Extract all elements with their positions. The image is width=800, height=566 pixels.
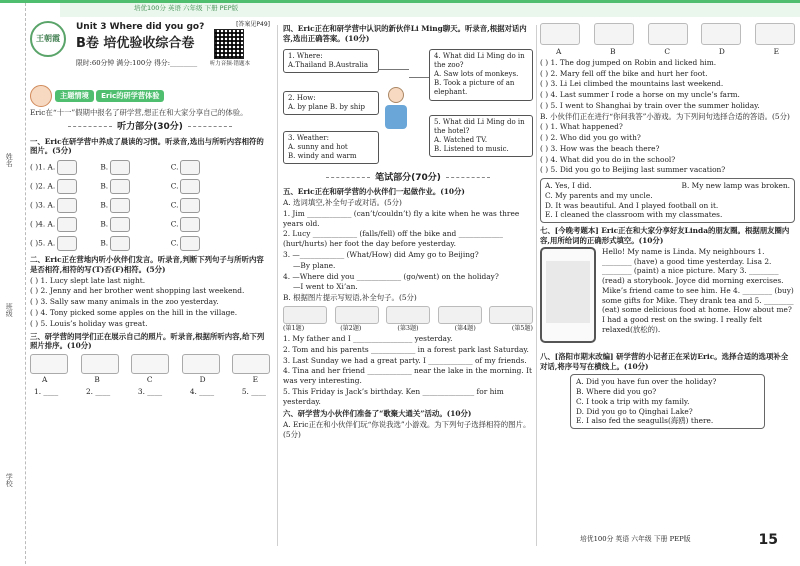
q6a-item: ( ) 5. I went to Shanghai by train over the summer holiday. [540, 100, 760, 110]
q8-choices: A. Did you have fun over the holiday? B. Where did you go? C. I took a trip with my family. D. Did you go to Qinghai Lake? E. I also fed the seagulls(海鸥) there. [570, 374, 765, 429]
exam-meta: 限时:60分钟 满分:100分 得分:________ [76, 59, 198, 67]
q6a-pictures [540, 23, 795, 45]
option-picture [180, 217, 200, 232]
qr-code-icon[interactable] [214, 29, 244, 59]
q5b-item: 2. Tom and his parents ____________ in a forest park last Saturday. [283, 344, 529, 354]
q2-item: ( ) 2. Jenny and her brother went shopping last weekend. [30, 286, 245, 296]
page-number: 15 [758, 532, 778, 548]
q5b-instruction: B. 根据图片提示写短语,补全句子。(5分) [283, 293, 417, 303]
column-divider [536, 25, 537, 546]
theme-tag-prefix: 主题情境 [55, 90, 94, 102]
q5a-item: 1. Jim ____________ (can’t/couldn’t) fly a kite when he was three years old. [283, 208, 520, 228]
q1-rows [30, 160, 270, 251]
answer-blank[interactable]: 1. ____ [34, 386, 59, 396]
q6a-item: ( ) 1. The dog jumped on Robin and licked him. [540, 57, 717, 67]
scene-picture [489, 306, 533, 324]
written-title: 笔试部分(70分) [283, 173, 533, 185]
q6-instruction: 六、研学营为小伙伴们准备了“歌聚大通关”活动。(10分) [283, 409, 472, 419]
q3-photos [30, 354, 270, 374]
picture-c [648, 23, 688, 45]
option-picture [180, 198, 200, 213]
top-strip [60, 3, 800, 17]
picture-d [701, 23, 741, 45]
option-picture [110, 179, 130, 194]
q1-row: ( )4. A. B. C. [30, 217, 270, 232]
q5b-pictures [283, 306, 533, 324]
q5b-item: 5. This Friday is Jack’s birthday. Ken ______________ for him yesterday. [283, 386, 504, 406]
q7-instruction: 七、[今晚考题本] Eric正在和大家分享好友Linda的朋友圈。根据朋友圈内容,用所给词的正确形式填空。(10分) [540, 226, 790, 246]
picture-e [755, 23, 795, 45]
theme-banner [30, 85, 270, 107]
option-picture [57, 179, 77, 194]
option-picture [57, 236, 77, 251]
q5b-captions: (第1题) (第2题) (第3题) (第4题) (第5题) [283, 324, 533, 332]
q1-instruction: 一、Eric在研学营中养成了晨读的习惯。听录音,选出与所听内容相符的图片。(5分) [30, 136, 264, 156]
q6b-choices: A. Yes, I did. B. My new lamp was broken. C. My parents and my uncle. D. It was beautiful. And I played football on it. E. I cleaned the classroom with my classmates. [540, 178, 795, 223]
photo-b [81, 354, 119, 374]
q5-instruction: 五、Eric正在和研学营的小伙伴们一起做作业。(10分) [283, 187, 465, 197]
column-divider [277, 25, 278, 546]
option-picture [57, 198, 77, 213]
li-ming-boy-icon [383, 87, 409, 133]
q6a-item: ( ) 3. Li Lei climbed the mountains last weekend. [540, 79, 724, 89]
q2-item: ( ) 1. Lucy slept late last night. [30, 275, 146, 285]
q6a-item: ( ) 4. Last summer I rode a horse on my uncle’s farm. [540, 90, 740, 100]
left-column [30, 21, 270, 397]
theme-tag: Eric的研学营体验 [96, 90, 164, 102]
q5b-item: 1. My father and I ________________ yesterday. [283, 334, 453, 344]
strip-text: 培优100分 英语 六年级 下册 PEP版 [134, 4, 239, 12]
q4-box-3: 3. Weather: A. sunny and hot B. windy and warm [283, 131, 379, 165]
q2-instruction: 二、Eric正在营地内听小伙伴们发言。听录音,判断下列句子与所听内容是否相符,相符的写(T)否(F)相符。(5分) [30, 255, 264, 274]
q6b-item: ( ) 2. Who did you go with? [540, 133, 641, 143]
q6b-item: ( ) 4. What did you do in the school? [540, 154, 676, 164]
class-label: 班级 [5, 303, 14, 317]
q6b-item: ( ) 5. Did you go to Beijing last summer vacation? [540, 165, 726, 175]
picture-a [540, 23, 580, 45]
q5b-item: 4. Tina and her friend ____________ near the lake in the morning. It was very interesting. [283, 366, 532, 386]
scene-picture [283, 306, 327, 324]
q2-item: ( ) 5. Louis’s holiday was great. [30, 318, 148, 328]
listening-title: 听力部分(30分) [30, 122, 270, 134]
photo-d [182, 354, 220, 374]
qr-caption: 听力音频·错题本 [209, 61, 250, 67]
q7-moments [540, 247, 795, 349]
q7-passage: Hello! My name is Linda. My neighbours 1. ________ (have) a good time yesterday. Lisa 2. ________ (paint) a nice picture. Mary 3. ________ (read) a storybook. Joyce did morning exercises. Mike’s friend came to see him. He 4. ________ (buy) some gifts for Mike. They drank tea and 5. ________ (eat) some delicious food at home. How about me? I had a good rest on the swing. I really felt relaxed(放松的). [602, 246, 794, 334]
option-picture [110, 217, 130, 232]
option-picture [180, 179, 200, 194]
q5a-item: —I went to Xi’an. [293, 282, 358, 292]
photo-e [232, 354, 270, 374]
q1-row: ( )1. A. B. C. [30, 160, 270, 175]
q5a-instruction: A. 选词填空,补全句子或对话。(5分) [283, 198, 402, 208]
name-label: 姓名 [5, 153, 14, 167]
option-picture [110, 236, 130, 251]
q4-box-2: 2. How: A. by plane B. by ship [283, 91, 379, 115]
q4-chat-map [283, 47, 533, 171]
q5a-item: —By plane. [293, 260, 336, 270]
q3-answer-blanks [30, 387, 270, 397]
picture-b [594, 23, 634, 45]
answer-key-ref: [答案见P49] [236, 21, 270, 28]
option-picture [110, 160, 130, 175]
q6a-letters: A B C D E [556, 47, 779, 56]
q4-box-1: 1. Where: A.Thailand B.Australia [283, 49, 379, 73]
girl-avatar-icon [30, 85, 52, 107]
q5a-item: 4. —Where did you ____________ (go/went) on the holiday? [283, 271, 499, 281]
option-picture [180, 236, 200, 251]
q5a-item: 2. Lucy ____________ (falls/fell) off the bike and ____________ (hurt/hurts) her foot the day before yesterday. [283, 229, 503, 249]
q3-instruction: 三、研学营的同学们正在展示自己的照片。听录音,根据所听内容,给下列照片排序。(10分) [30, 331, 265, 351]
q1-row: ( )2. A. B. C. [30, 179, 270, 194]
unit-title: Unit 3 Where did you go? [76, 22, 205, 32]
header [30, 21, 270, 83]
binding-margin [0, 3, 26, 566]
q4-instruction: 四、Eric正在和研学营中认识的新伙伴Li Ming聊天。听录音,根据对话内容,选出正确答案。(10分) [283, 24, 527, 43]
connector-line [379, 69, 409, 70]
q5a-item: 3. —____________ (What/How) did Amy go to Beijing? [283, 250, 479, 259]
connector-line [409, 77, 429, 78]
q3-letters: A B C D E [42, 375, 258, 385]
answer-blank[interactable]: 3. ____ [137, 386, 163, 396]
q6b-item: ( ) 1. What happened? [540, 122, 623, 132]
q1-row: ( )3. A. B. C. [30, 198, 270, 213]
brand-logo: 王朝霞 [30, 21, 66, 57]
option-picture [57, 217, 77, 232]
q6a-item: ( ) 2. Mary fell off the bike and hurt her foot. [540, 68, 708, 78]
intro-text: Eric在“十一”假期中报名了研学营,想正在和大家分享自己的体验。 [30, 108, 248, 117]
volume-title: B卷 培优验收综合卷 [76, 36, 195, 51]
q2-item: ( ) 4. Tony picked some apples on the hill in the village. [30, 308, 238, 317]
scene-picture [438, 306, 482, 324]
q1-row: ( )5. A. B. C. [30, 236, 270, 251]
q2-item: ( ) 3. Sally saw many animals in the zoo yesterday. [30, 297, 219, 307]
q4-box-4: 4. What did Li Ming do in the zoo? A. Saw lots of monkeys. B. Took a picture of an elephant. [429, 49, 533, 101]
option-picture [57, 160, 77, 175]
right-column [540, 21, 795, 429]
q6b-item: ( ) 3. How was the beach there? [540, 143, 660, 153]
q6a-instruction: A. Eric正在和小伙伴们玩“你说我选”小游戏。为下列句子选择相符的图片。(5分) [283, 420, 531, 439]
footer: 培优100分 英语 六年级 下册 PEP版 [580, 535, 691, 543]
q6b-instruction: B. 小伙伴们正在进行“你问我答”小游戏。为下列问句选择合适的答语。(5分) [540, 111, 790, 121]
school-label: 学校 [5, 473, 14, 487]
phone-moments-icon [540, 247, 596, 343]
q8-instruction: 八、[洛阳市期末改编] 研学营的小记者正在采访Eric。选择合适的选项补全对话,将序号写在横线上。(10分) [540, 351, 789, 371]
answer-blank[interactable]: 4. ____ [189, 386, 215, 396]
scene-picture [386, 306, 430, 324]
photo-a [30, 354, 68, 374]
photo-c [131, 354, 169, 374]
answer-blank[interactable]: 5. ____ [241, 386, 266, 396]
q5b-item: 3. Last Sunday we had a great party. I ____________ of my friends. [283, 355, 527, 365]
q4-box-5: 5. What did Li Ming do in the hotel? A. Watched TV. B. Listened to music. [429, 115, 533, 158]
scene-picture [335, 306, 379, 324]
middle-column [283, 21, 533, 441]
option-picture [110, 198, 130, 213]
option-picture [180, 160, 200, 175]
answer-blank[interactable]: 2. ____ [85, 386, 111, 396]
